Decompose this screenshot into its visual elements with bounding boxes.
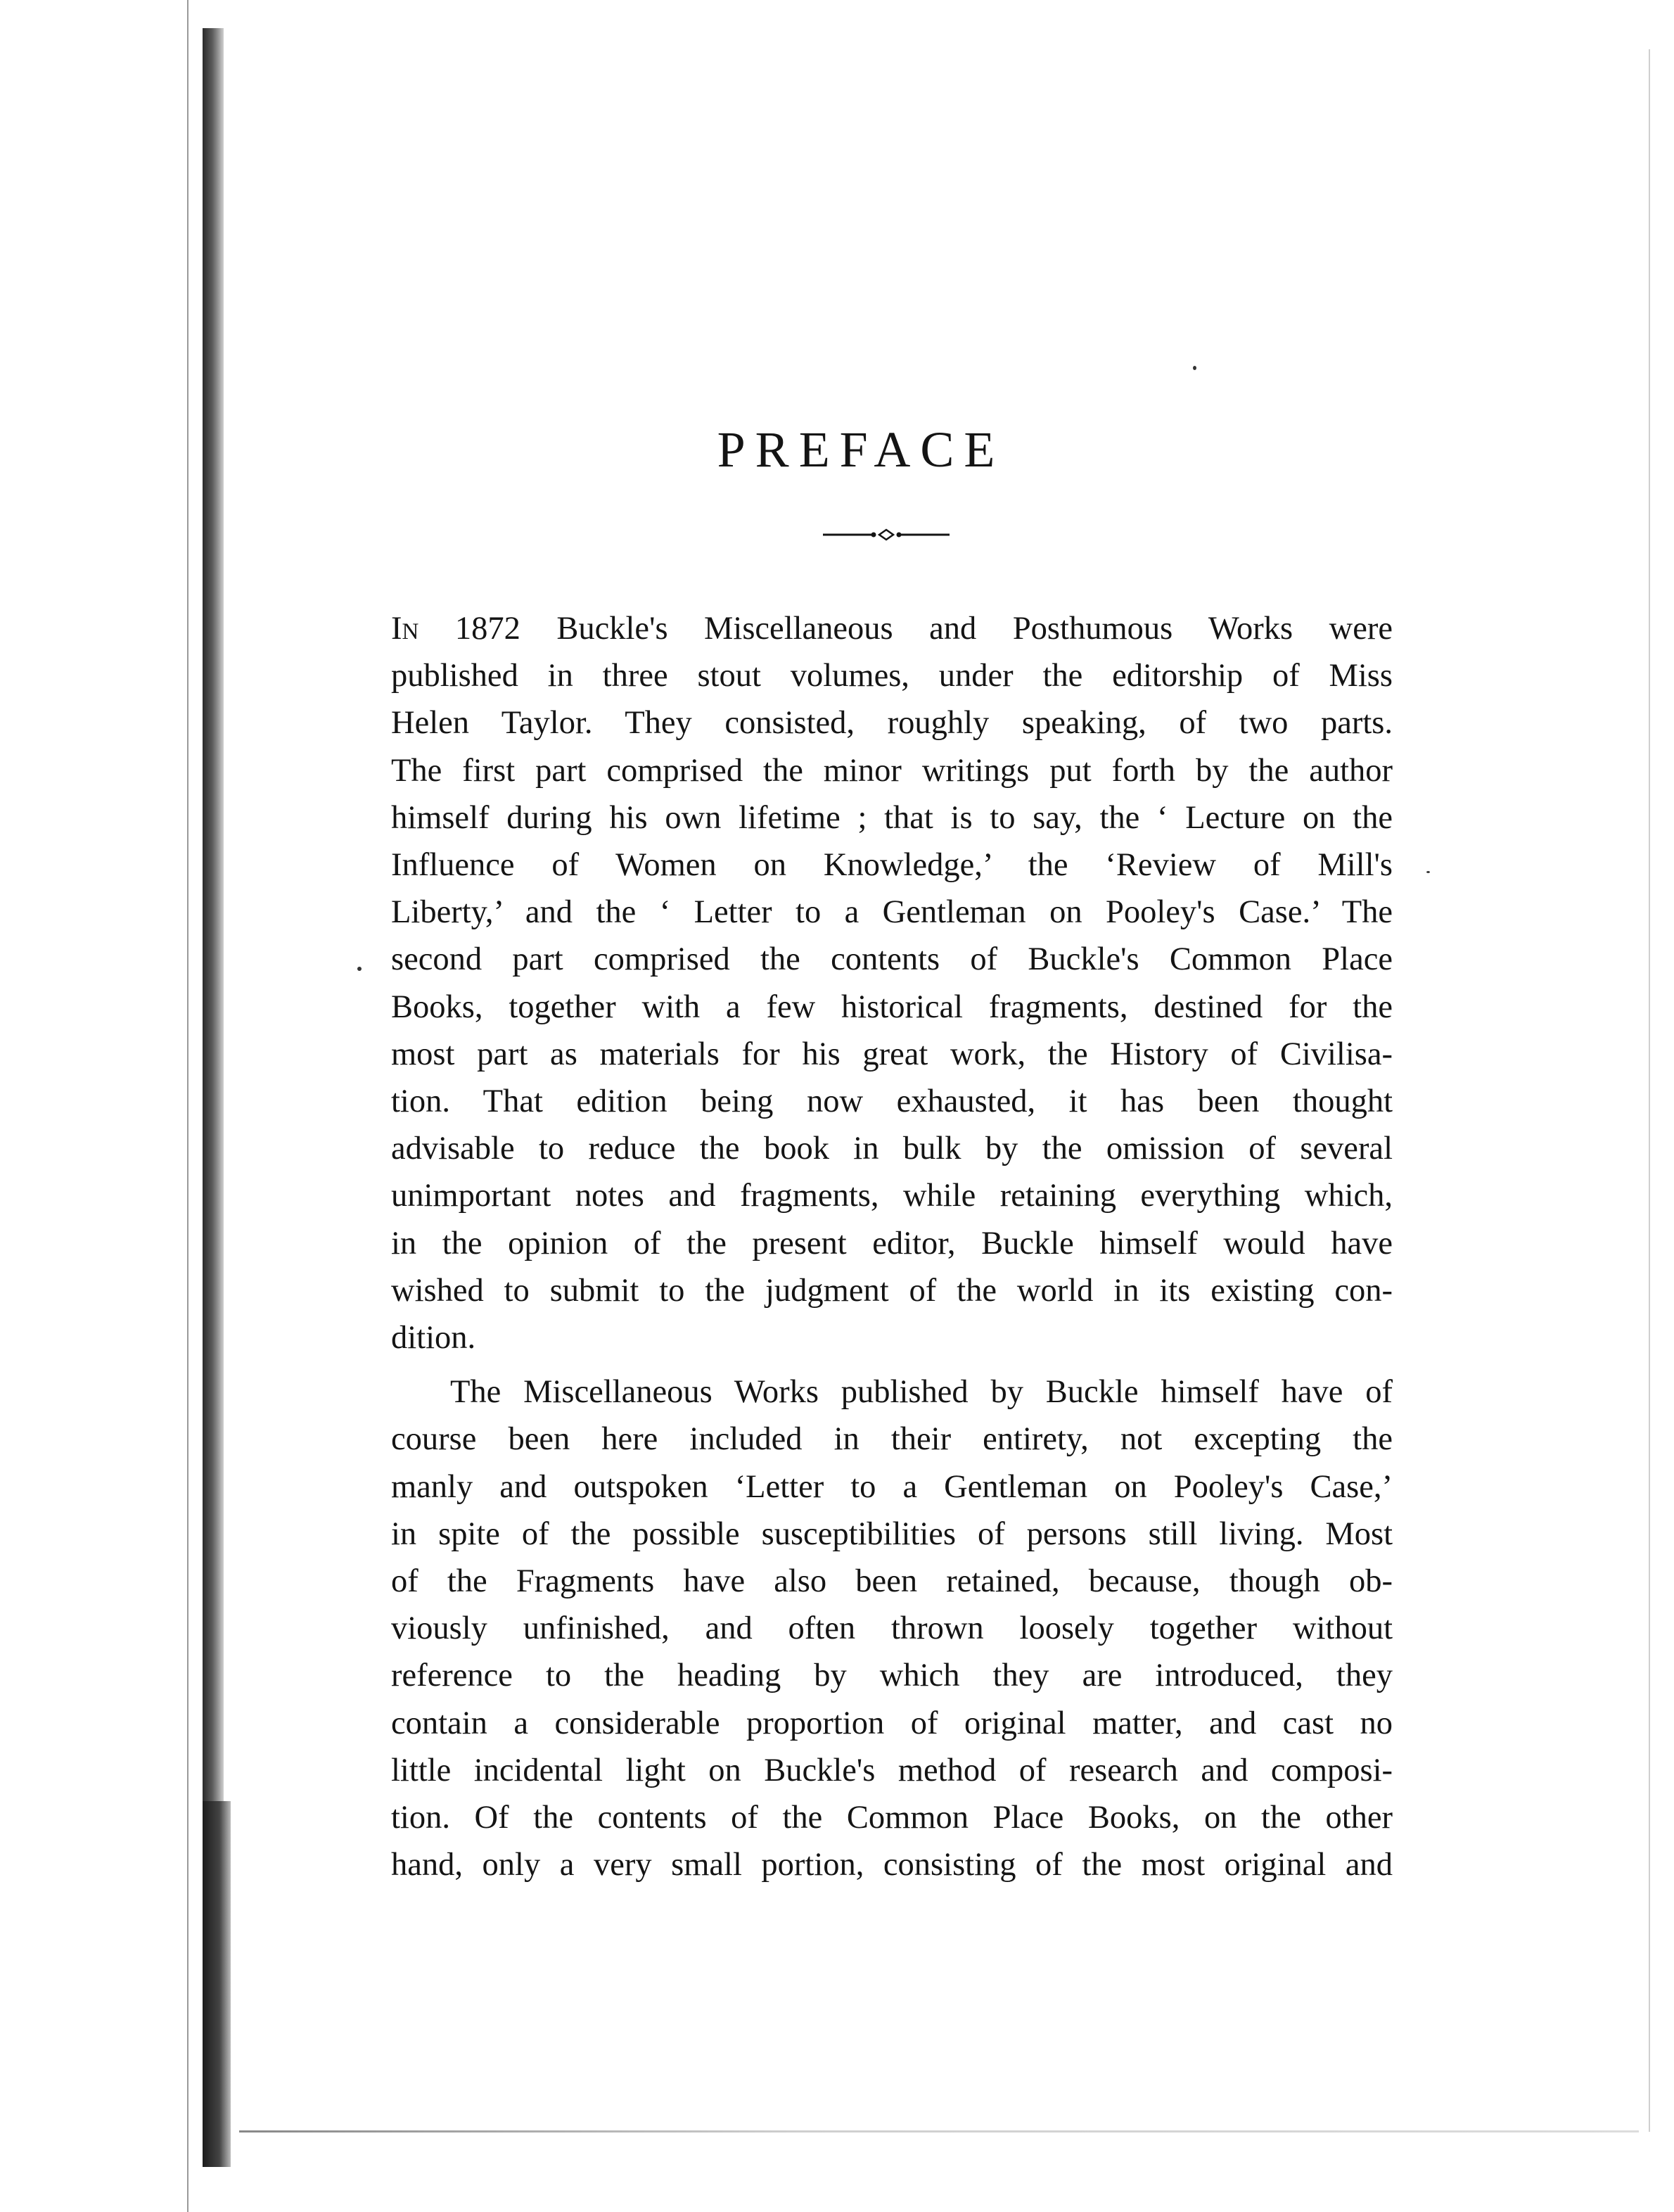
- gutter-edge-line: [187, 0, 189, 2212]
- text-line: viously unfinished, and often thrown loosely together without: [391, 1610, 1393, 1647]
- text-line: advisable to reduce the book in bulk by the omission of several: [391, 1131, 1393, 1167]
- text-line: little incidental light on Buckle's method of research and composi-: [391, 1752, 1393, 1788]
- gutter-dark-end: [203, 1801, 231, 2167]
- text-line: dition.: [391, 1320, 476, 1356]
- text-line: contain a considerable proportion of original matter, and cast no: [391, 1705, 1393, 1741]
- text-line: reference to the heading by which they are introduced, they: [391, 1658, 1393, 1694]
- scan-speck: [1426, 871, 1430, 873]
- text-line: Influence of Women on Knowledge,’ the ‘Review of Mill's: [391, 847, 1393, 884]
- text-line: Liberty,’ and the ‘ Letter to a Gentleman on Pooley's Case.’ The: [391, 894, 1393, 931]
- text-line: in spite of the possible susceptibilities of persons still living. Most: [391, 1515, 1393, 1552]
- text-line: himself during his own lifetime ; that is to say, the ‘ Lecture on the: [391, 799, 1393, 836]
- scan-speck: [357, 967, 362, 971]
- text-line: second part comprised the contents of Buckle's Common Place: [391, 941, 1393, 978]
- text-line: in the opinion of the present editor, Buckle himself would have: [391, 1225, 1393, 1261]
- scan-speck: [1193, 366, 1196, 370]
- page-edge-right: [1649, 49, 1650, 2132]
- text-line: The first part comprised the minor writings put forth by the author: [391, 752, 1393, 789]
- text-line: tion. Of the contents of the Common Place Books, on the other: [391, 1800, 1393, 1836]
- text-line: In 1872 Buckle's Miscellaneous and Posthumous Works were: [391, 611, 1393, 647]
- paragraph-1: [391, 605, 1393, 1361]
- text-line: The Miscellaneous Works published by Buckle himself have of: [450, 1374, 1393, 1411]
- text-line: tion. That edition being now exhausted, it has been thought: [391, 1083, 1393, 1120]
- text-line: course been here included in their entirety, not excepting the: [391, 1421, 1393, 1458]
- text-line: of the Fragments have also been retained, because, though ob-: [391, 1563, 1393, 1600]
- text-line: manly and outspoken ‘Letter to a Gentleman on Pooley's Case,’: [391, 1468, 1393, 1505]
- text-line: published in three stout volumes, under the editorship of Miss: [391, 658, 1393, 694]
- book-gutter: [0, 0, 239, 2212]
- title-ornament: [823, 521, 950, 549]
- text-line: hand, only a very small portion, consisting of the most original and: [391, 1847, 1393, 1883]
- text-line: Helen Taylor. They consisted, roughly speaking, of two parts.: [391, 705, 1393, 742]
- page-title: PREFACE: [717, 421, 1005, 478]
- text-line: most part as materials for his great work, the History of Civilisa-: [391, 1036, 1393, 1072]
- text-line: unimportant notes and fragments, while retaining everything which,: [391, 1178, 1393, 1214]
- text-line: Books, together with a few historical fragments, destined for the: [391, 989, 1393, 1025]
- text-line: wished to submit to the judgment of the world in its existing con-: [391, 1272, 1393, 1309]
- preface-body: [391, 605, 1393, 1888]
- opening-word: In: [391, 611, 419, 647]
- page-edge-bottom: [239, 2130, 1639, 2132]
- paragraph-2: [391, 1368, 1393, 1888]
